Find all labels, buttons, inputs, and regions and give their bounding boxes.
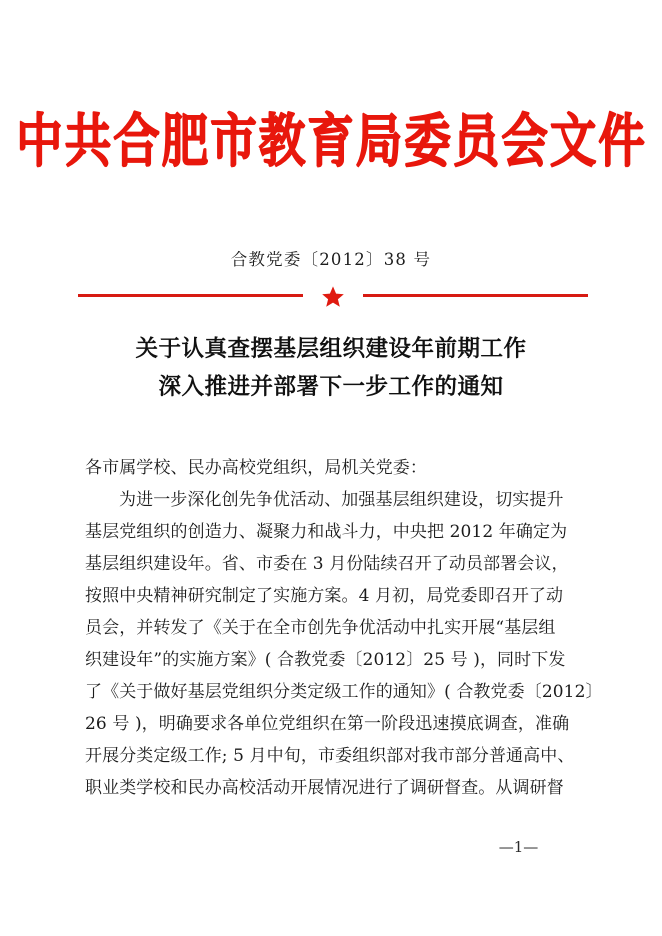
page-number-value: —1—: [498, 838, 539, 856]
body-line: 基层党组织的创造力、凝聚力和战斗力，中央把 2012 年确定为: [85, 522, 568, 542]
body-line: 织建设年”的实施方案》( 合教党委〔2012〕25 号 )，同时下发: [85, 650, 566, 670]
salutation: 各市属学校、民办高校党组织，局机关党委：: [85, 458, 427, 478]
body-line: 职业类学校和民办高校活动开展情况进行了调研督查。从调研督: [85, 778, 564, 798]
masthead: [0, 108, 662, 176]
page-number: [0, 838, 662, 856]
document-title: [0, 330, 662, 406]
document-title-line-2: 深入推进并部署下一步工作的通知: [158, 374, 504, 400]
red-star-icon: [321, 285, 345, 309]
separator-line-right: [363, 294, 588, 297]
body-line: 员会，并转发了《关于在全市创先争优活动中扎实开展“基层组: [85, 618, 556, 638]
body-line: 开展分类定级工作; 5 月中旬，市委组织部对我市部分普通高中、: [85, 746, 575, 766]
body-line: 26 号 )，明确要求各单位党组织在第一阶段迅速摸底调查，准确: [85, 714, 570, 734]
body-line: 基层组织建设年。省、市委在 3 月份陆续召开了动员部署会议，: [85, 554, 569, 574]
document-title-line-1: 关于认真查摆基层组织建设年前期工作: [135, 336, 527, 362]
body-line: 按照中央精神研究制定了实施方案。4 月初，局党委即召开了动: [85, 586, 564, 606]
masthead-title: 中共合肥市教育局委员会文件: [15, 108, 647, 176]
body-line: 为进一步深化创先争优活动、加强基层组织建设，切实提升: [119, 490, 564, 510]
red-separator-rule: [78, 286, 588, 308]
separator-line-left: [78, 294, 303, 297]
document-number: 合教党委〔2012〕38 号: [230, 250, 432, 269]
document-body: [85, 452, 603, 804]
body-line: 了《关于做好基层党组织分类定级工作的通知》( 合教党委〔2012〕: [85, 682, 603, 702]
